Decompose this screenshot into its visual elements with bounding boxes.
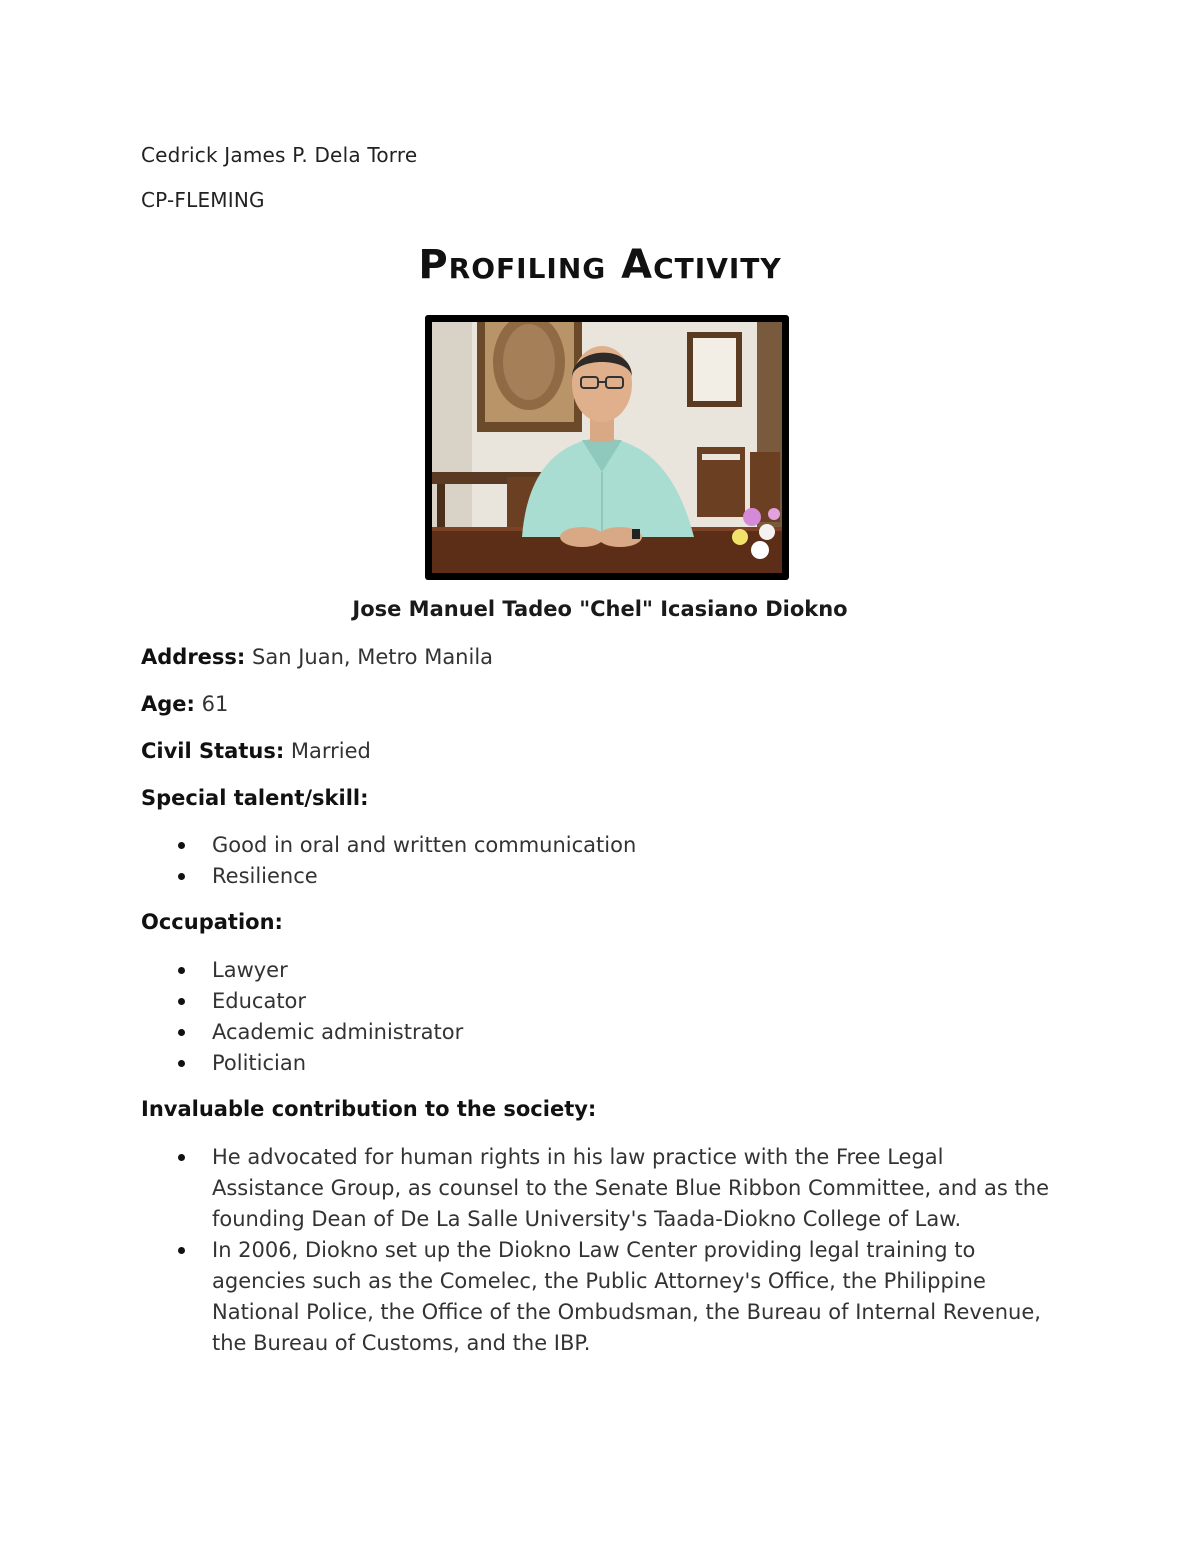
class-section: CP-FLEMING [141, 188, 265, 212]
address-value: San Juan, Metro Manila [252, 645, 494, 669]
skills-list [141, 830, 1081, 892]
address-row [141, 645, 493, 669]
age-label: Age: [141, 692, 195, 716]
list-item: Politician [141, 1048, 1081, 1079]
portrait-illustration [432, 322, 782, 573]
list-item: Educator [141, 986, 1081, 1017]
skills-heading: Special talent/skill: [141, 786, 369, 810]
list-item: Resilience [141, 861, 1081, 892]
age-row [141, 692, 228, 716]
occupation-list [141, 955, 1081, 1079]
person-full-name: Jose Manuel Tadeo "Chel" Icasiano Diokno [352, 597, 848, 621]
page-title: Profiling Activity [418, 242, 782, 288]
list-item: Good in oral and written communication [141, 830, 1081, 861]
contribution-list [141, 1142, 1061, 1359]
occupation-heading: Occupation: [141, 910, 283, 934]
portrait-photo [425, 315, 789, 580]
civil-status-value: Married [290, 739, 371, 763]
list-item: In 2006, Diokno set up the Diokno Law Center providing legal training to agencies such as the Comelec, the Public Attorney's Office, the Philippine National Police, the Office of the Ombudsman, the Bureau of Internal Revenue, the Bureau of Customs, and the IBP. [141, 1235, 1061, 1359]
list-item: Lawyer [141, 955, 1081, 986]
address-label: Address: [141, 645, 246, 669]
list-item: He advocated for human rights in his law practice with the Free Legal Assistance Group, as counsel to the Senate Blue Ribbon Committee, and as the founding Dean of De La Salle University's Taada-Diokno College of Law. [141, 1142, 1061, 1235]
list-item: Academic administrator [141, 1017, 1081, 1048]
civil-status-row [141, 739, 371, 763]
contribution-heading: Invaluable contribution to the society: [141, 1097, 597, 1121]
age-value: 61 [201, 692, 229, 716]
student-name: Cedrick James P. Dela Torre [141, 143, 418, 167]
civil-status-label: Civil Status: [141, 739, 285, 763]
